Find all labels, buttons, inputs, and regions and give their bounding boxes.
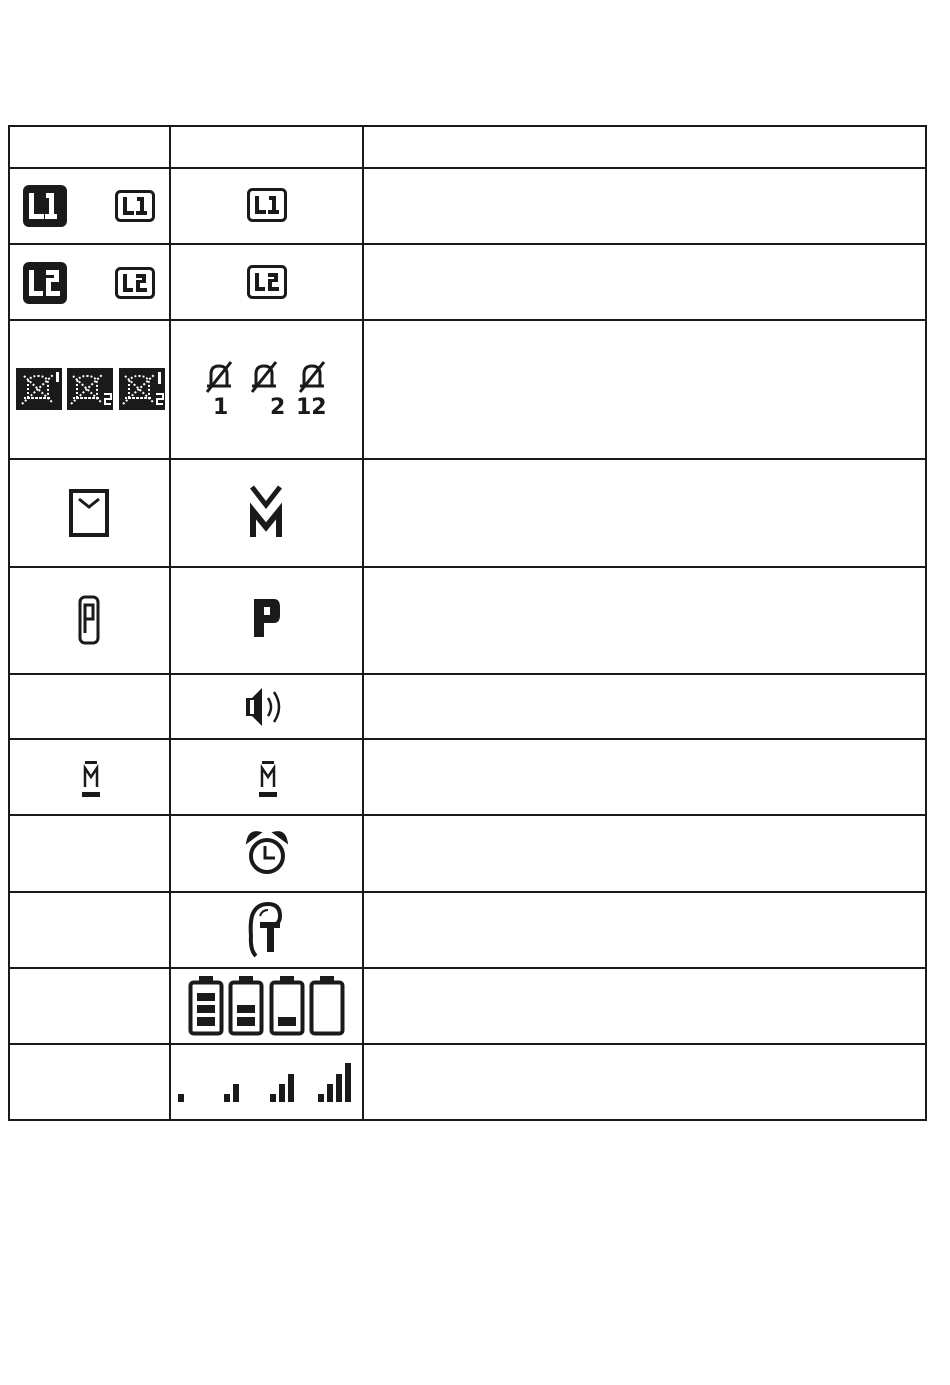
telecoil-ear-icon	[248, 902, 284, 958]
signal-4-bar-icon	[318, 1063, 351, 1102]
row-description	[364, 567, 924, 674]
row-description	[364, 674, 924, 739]
row-description	[364, 892, 924, 968]
privacy-p-bold-icon	[252, 597, 282, 637]
row-description	[364, 815, 924, 892]
ringer-off-1-inverted-icon	[16, 368, 62, 410]
signal-3-bar-icon	[270, 1074, 294, 1102]
battery-full-icon	[188, 976, 224, 1036]
ringer-label-12: 12	[296, 395, 327, 416]
ringer-off-1-icon	[203, 360, 237, 416]
signal-2-bar-icon	[224, 1084, 239, 1102]
ringer-label-1: 1	[213, 395, 229, 416]
mute-m-icon	[82, 761, 100, 797]
envelope-icon	[69, 489, 109, 537]
line2-outline-icon	[115, 267, 155, 299]
row-description	[364, 168, 924, 244]
line1-outline-icon	[115, 190, 155, 222]
speaker-icon	[244, 684, 290, 730]
header-row	[8, 125, 927, 168]
row-description	[364, 739, 924, 815]
voicemail-icon	[250, 485, 282, 539]
ringer-off-2-inverted-icon	[67, 368, 113, 410]
line1-active-inverted-icon	[23, 185, 67, 227]
signal-1-bar-icon	[178, 1094, 184, 1102]
privacy-p-outline-icon	[78, 595, 100, 645]
row-description	[364, 244, 924, 320]
row-description	[364, 320, 924, 459]
ringer-label-2: 2	[270, 395, 286, 416]
line2-outline-icon	[247, 265, 287, 299]
battery-two-thirds-icon	[228, 976, 264, 1036]
row-description	[364, 459, 924, 567]
row-description	[364, 968, 924, 1044]
table-row-ringer-off	[8, 320, 927, 459]
mute-m-icon	[259, 761, 277, 797]
ringer-off-2-icon	[248, 360, 288, 416]
table-row-mute	[8, 739, 927, 815]
table-row-alarm	[8, 815, 927, 892]
ringer-off-12-inverted-icon	[119, 368, 165, 410]
signal-strength-group	[176, 1060, 360, 1104]
table-row-signal	[8, 1044, 927, 1120]
table-row-battery	[8, 968, 927, 1044]
table-row-speaker	[8, 674, 927, 739]
table-row-line2	[8, 244, 927, 320]
indicator-table	[8, 125, 927, 1121]
alarm-clock-icon	[244, 829, 290, 877]
ringer-off-12-icon	[294, 360, 334, 416]
line1-outline-icon	[247, 188, 287, 222]
table-row-hearing	[8, 892, 927, 968]
row-description	[364, 1044, 924, 1120]
table-row-privacy	[8, 567, 927, 674]
battery-one-third-icon	[269, 976, 305, 1036]
line2-active-inverted-icon	[23, 262, 67, 304]
table-row-message	[8, 459, 927, 567]
battery-empty-icon	[309, 976, 345, 1036]
table-row-line1	[8, 168, 927, 244]
